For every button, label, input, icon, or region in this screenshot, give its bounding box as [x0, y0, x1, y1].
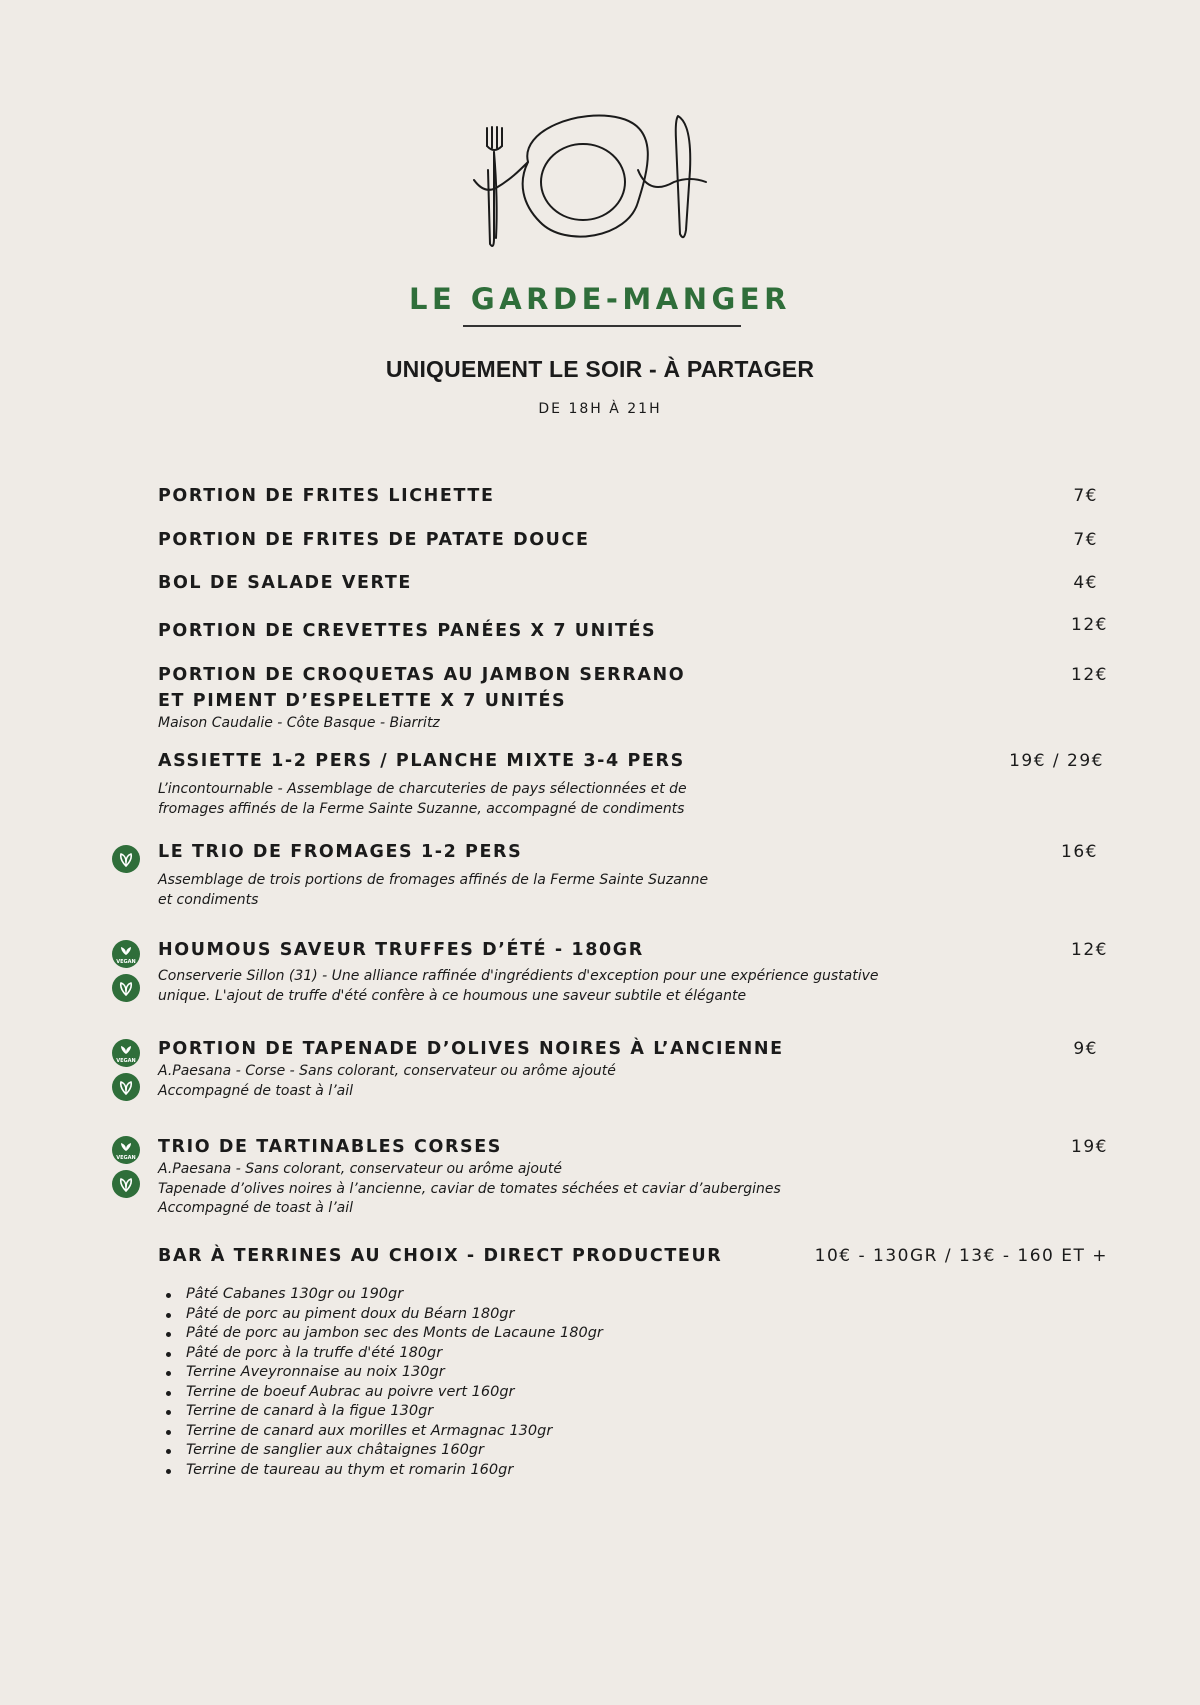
- menu-item: [158, 748, 1108, 819]
- menu-item: [158, 1134, 1108, 1219]
- item-description: Maison Caudalie - Côte Basque - Biarritz: [158, 715, 440, 731]
- title-underline: [463, 325, 741, 327]
- item-description-line: unique. L'ajout de truffe d'été confère à ce houmous une saveur subtile et élégante: [158, 987, 747, 1004]
- list-item: Terrine de canard à la figue 130gr: [186, 1402, 603, 1422]
- vegan-icon: [112, 1039, 140, 1067]
- vegan-label: VEGAN: [116, 959, 136, 965]
- service-hours: DE 18H À 21H: [538, 401, 662, 417]
- menu-item: [158, 937, 1108, 1006]
- item-description-line: et condiments: [158, 891, 259, 908]
- menu-item: [158, 1036, 1108, 1101]
- list-item: Pâté de porc au piment doux du Béarn 180gr: [186, 1305, 603, 1325]
- vegan-icon: [112, 1136, 140, 1164]
- item-description-line: Conserverie Sillon (31) - Une alliance raffinée d'ingrédients d'exception pour une expérience gustative: [158, 968, 879, 984]
- item-price: 10€ - 130GR / 13€ - 160 ET +: [814, 1246, 1108, 1266]
- list-item: Terrine de sanglier aux châtaignes 160gr: [186, 1441, 603, 1461]
- menu-item: [158, 483, 1108, 509]
- item-description-line: A.Paesana - Corse - Sans colorant, conservateur ou arôme ajouté: [158, 1063, 616, 1079]
- vegetarian-leaf-icon: [112, 1073, 140, 1101]
- item-name-line: ET PIMENT D’ESPELETTE X 7 UNITÉS: [158, 691, 567, 711]
- item-price: 12€: [1071, 615, 1108, 635]
- item-description-line: fromages affinés de la Ferme Sainte Suzanne, accompagné de condiments: [158, 800, 685, 817]
- item-price: 12€: [1071, 940, 1108, 960]
- item-price: 9€: [1073, 1039, 1098, 1059]
- item-name: ASSIETTE 1-2 PERS / PLANCHE MIXTE 3-4 PERS: [158, 751, 685, 771]
- item-description-line: L’incontournable - Assemblage de charcuteries de pays sélectionnées et de: [158, 781, 687, 797]
- menu-item: [158, 570, 1108, 596]
- menu-item: [158, 662, 1108, 734]
- item-price: 7€: [1073, 486, 1098, 506]
- vegetarian-leaf-icon: [112, 845, 140, 873]
- list-item: Pâté de porc au jambon sec des Monts de Lacaune 180gr: [186, 1324, 603, 1344]
- vegetarian-leaf-icon: [112, 974, 140, 1002]
- terrine-list: [158, 1285, 603, 1480]
- item-name: BAR À TERRINES AU CHOIX - DIRECT PRODUCTEUR: [158, 1246, 723, 1266]
- item-name: PORTION DE FRITES DE PATATE DOUCE: [158, 530, 590, 550]
- item-name: TRIO DE TARTINABLES CORSES: [158, 1137, 503, 1157]
- item-name: PORTION DE FRITES LICHETTE: [158, 486, 495, 506]
- item-description-line: A.Paesana - Sans colorant, conservateur ou arôme ajouté: [158, 1161, 562, 1177]
- item-description-line: Accompagné de toast à l’ail: [158, 1200, 354, 1216]
- item-description-line: Assemblage de trois portions de fromages affinés de la Ferme Sainte Suzanne: [158, 872, 709, 888]
- vegan-label: VEGAN: [116, 1155, 136, 1161]
- list-item: Terrine de canard aux morilles et Armagnac 130gr: [186, 1422, 603, 1442]
- menu-subtitle: UNIQUEMENT LE SOIR - À PARTAGER: [385, 356, 815, 382]
- item-name: LE TRIO DE FROMAGES 1-2 PERS: [158, 842, 523, 862]
- item-price: 7€: [1073, 530, 1098, 550]
- menu-item: [158, 615, 1108, 644]
- menu-item: [158, 839, 1108, 910]
- list-item: Pâté de porc à la truffe d'été 180gr: [186, 1344, 603, 1364]
- item-price: 16€: [1061, 842, 1098, 862]
- item-name: BOL DE SALADE VERTE: [158, 573, 412, 593]
- item-price: 19€: [1071, 1137, 1108, 1157]
- list-item: Terrine Aveyronnaise au noix 130gr: [186, 1363, 603, 1383]
- item-price: 12€: [1071, 665, 1108, 685]
- item-name-line: PORTION DE CROQUETAS AU JAMBON SERRANO: [158, 665, 686, 685]
- item-name: PORTION DE CREVETTES PANÉES X 7 UNITÉS: [158, 621, 657, 641]
- item-price: 19€ / 29€: [1009, 751, 1104, 771]
- item-description-line: Accompagné de toast à l’ail: [158, 1082, 354, 1099]
- vegan-icon: [112, 940, 140, 968]
- fork-plate-knife-logo-icon: [470, 110, 732, 262]
- list-item: Terrine de taureau au thym et romarin 160gr: [186, 1461, 603, 1481]
- menu-item: [158, 1243, 1108, 1269]
- vegetarian-leaf-icon: [112, 1170, 140, 1198]
- restaurant-title: LE GARDE-MANGER: [409, 282, 791, 316]
- item-description-line: Tapenade d’olives noires à l’ancienne, caviar de tomates séchées et caviar d’aubergines: [158, 1180, 781, 1197]
- item-name: PORTION DE TAPENADE D’OLIVES NOIRES À L’ANCIENNE: [158, 1039, 784, 1059]
- item-name: HOUMOUS SAVEUR TRUFFES D’ÉTÉ - 180GR: [158, 940, 644, 960]
- item-price: 4€: [1073, 573, 1098, 593]
- menu-item: [158, 527, 1108, 553]
- list-item: Pâté Cabanes 130gr ou 190gr: [186, 1285, 603, 1305]
- list-item: Terrine de boeuf Aubrac au poivre vert 160gr: [186, 1383, 603, 1403]
- vegan-label: VEGAN: [116, 1058, 136, 1064]
